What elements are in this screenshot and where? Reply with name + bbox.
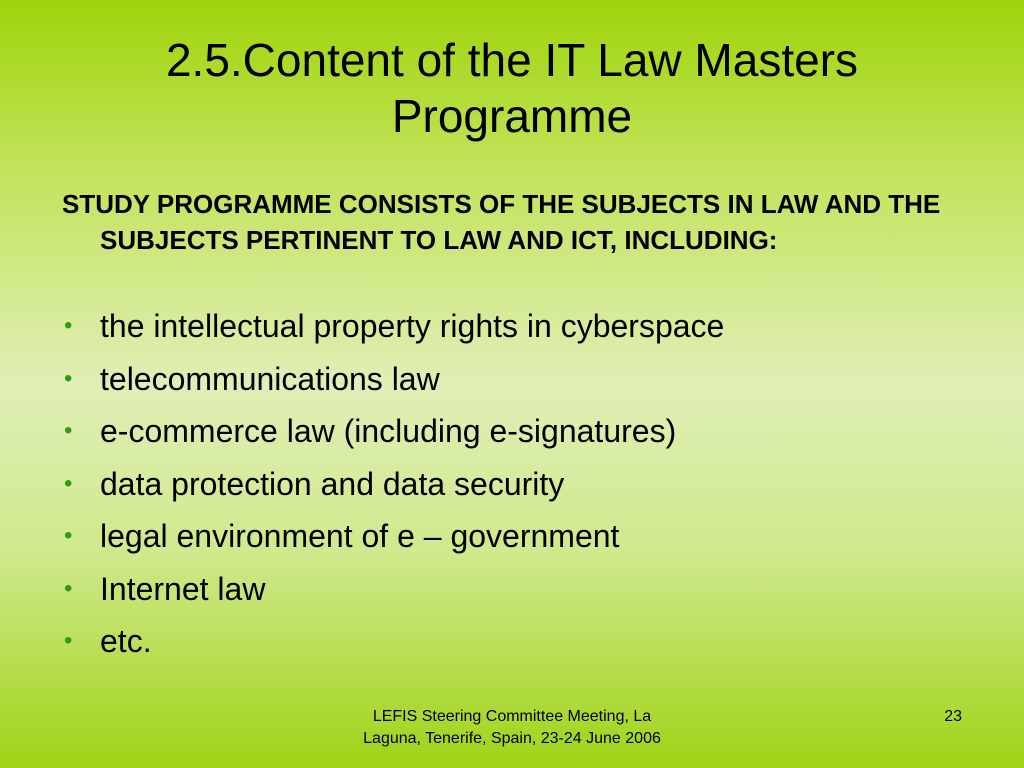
bullet-item — [62, 458, 962, 511]
bullet-icon: • — [64, 574, 73, 602]
bullet-text: data protection and data security — [100, 465, 565, 502]
bullet-icon: • — [64, 417, 73, 444]
bullet-item — [62, 300, 962, 353]
bullet-icon: • — [64, 469, 73, 497]
bullet-icon: • — [64, 522, 73, 549]
bullet-text: e-commerce law (including e-signatures) — [100, 413, 677, 449]
bullet-text: Internet law — [100, 570, 266, 607]
footer-text: LEFIS Steering Committee Meeting, La Laguna, Tenerife, Spain, 23-24 June 2006 — [363, 708, 661, 747]
bullet-item — [62, 563, 962, 616]
bullet-icon: • — [64, 627, 73, 654]
intro-heading: STUDY PROGRAMME CONSISTS OF THE SUBJECTS IN LAW AND THE SUBJECTS PERTINENT TO LAW AND ICT, INCLUDING: — [62, 189, 941, 255]
bullet-list — [62, 300, 962, 668]
bullet-item — [62, 405, 962, 458]
bullet-text: telecommunications law — [100, 360, 440, 397]
bullet-text: the intellectual property rights in cyberspace — [100, 308, 725, 344]
bullet-icon: • — [64, 312, 73, 339]
bullet-item — [62, 353, 962, 406]
bullet-text: legal environment of e – government — [100, 518, 620, 554]
bullet-icon: • — [64, 364, 73, 392]
slide-title: 2.5.Content of the IT Law Masters Programme — [165, 34, 859, 142]
bullet-text: etc. — [100, 623, 152, 659]
slide-number: 23 — [944, 708, 962, 725]
bullet-item — [62, 510, 962, 563]
bullet-item — [62, 615, 962, 668]
